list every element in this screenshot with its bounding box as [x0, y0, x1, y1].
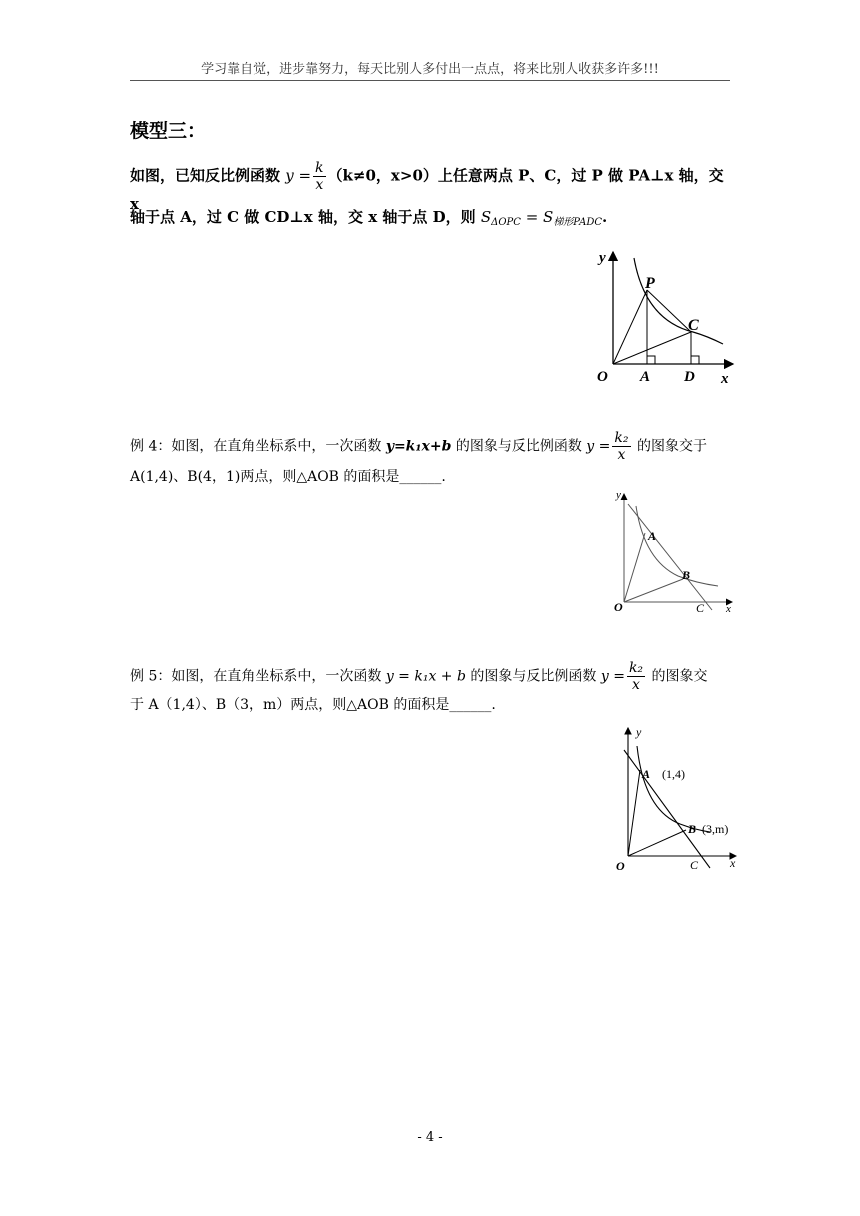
label-c: C	[690, 858, 699, 872]
label-o: O	[616, 859, 625, 873]
label-b: B	[688, 822, 697, 836]
area-left-subscript: ΔOPC	[491, 217, 521, 228]
model-text-b: （k≠0，x>0）上任意两点 P、C，过 P 做 PA⊥x 轴，交 x	[130, 166, 724, 213]
page-header: 学习靠自觉，进步靠努力，每天比别人多付出一点点，将来比别人收获多许多!!!	[201, 62, 659, 77]
label-c: C	[696, 601, 705, 615]
right-angle-a	[647, 356, 655, 364]
fraction-numerator: k₂	[628, 660, 644, 676]
model-line-1: 如图，已知反比例函数 y = $\frac{k}{x}$ （k≠0，x>0）上任意两点 P、C，过 P 做 PA⊥x 轴，交 x	[130, 160, 724, 213]
segment-oa	[628, 770, 640, 856]
label-o: O	[614, 600, 623, 614]
example5-linear-fn: y = k₁x + b	[385, 668, 466, 685]
label-a: A	[640, 369, 651, 385]
example5-figure	[604, 722, 744, 880]
label-b-coord: (3,m)	[702, 822, 729, 836]
label-b: B	[682, 568, 691, 582]
example4-line-2	[130, 466, 730, 488]
example5-text-b: 的图象与反比例函数	[465, 668, 601, 685]
segment-oc	[613, 332, 691, 364]
label-y: y	[616, 489, 621, 501]
example5-blank: ______	[449, 697, 492, 713]
header-rule	[130, 80, 730, 81]
hyperbola-curve	[636, 506, 718, 586]
example4-linear-fn: y=k₁x+b	[385, 438, 452, 455]
section-title: 模型三：	[130, 120, 207, 142]
segment-pc	[647, 290, 691, 332]
example5-line-2	[130, 694, 730, 716]
model-fraction	[313, 160, 325, 193]
area-right-subscript: 梯形PADC	[553, 217, 603, 228]
fraction-denominator: x	[617, 447, 626, 463]
model-text-a: 如图，已知反比例函数	[130, 166, 286, 185]
fraction-numerator: k₂	[614, 430, 629, 446]
label-o: O	[597, 369, 608, 385]
example4-end: .	[441, 469, 446, 485]
fraction-numerator: k	[315, 160, 324, 176]
model-text-c: 轴于点 A，过 C 做 CD⊥x 轴，交 x 轴于点 D，则	[130, 208, 481, 226]
segment-ob	[628, 830, 686, 856]
model-figure	[585, 248, 735, 388]
right-angle-d	[691, 356, 699, 364]
example4-line-1: 例 4：如图，在直角坐标系中，一次函数 y=k₁x+b 的图象与反比例函数 y = $\frac{\text{k₂}}{x}$ 的图象交于	[130, 430, 707, 463]
label-y: y	[599, 250, 606, 266]
line-ab	[628, 504, 712, 610]
hyperbola-curve	[637, 746, 710, 832]
label-a: A	[648, 529, 657, 543]
page-number: - 4 -	[417, 1130, 443, 1145]
label-c: C	[688, 317, 699, 334]
example5-question: 于 A（1,4）、B（3，m）两点，则△AOB 的面积是	[130, 697, 450, 713]
example4-text-c: 的图象交于	[632, 438, 707, 455]
label-x: x	[726, 603, 731, 615]
segment-ob	[624, 579, 683, 602]
example4-figure	[600, 488, 740, 616]
example4-fraction	[612, 430, 630, 463]
example4-text-a: 例 4：如图，在直角坐标系中，一次函数	[130, 438, 386, 455]
example5-text-a: 例 5：如图，在直角坐标系中，一次函数	[130, 668, 386, 685]
example5-line-1: 例 5：如图，在直角坐标系中，一次函数 y = k₁x + b 的图象与反比例函数 y = $\frac{\text{k₂}}{x}$ 的图象交	[130, 660, 708, 693]
fraction-denominator: x	[315, 177, 324, 193]
example4-question: A(1,4)、B(4，1)两点，则△AOB 的面积是	[130, 469, 400, 485]
label-d: D	[684, 369, 695, 385]
example4-text-b: 的图象与反比例函数	[451, 438, 587, 455]
example4-blank: ______	[399, 469, 442, 485]
segment-op	[613, 290, 647, 364]
label-a-coord: (1,4)	[662, 767, 685, 781]
label-x: x	[721, 371, 729, 387]
label-y: y	[636, 725, 642, 739]
example5-fraction	[627, 660, 645, 693]
label-p: P	[645, 275, 655, 292]
label-a: A	[642, 767, 651, 781]
label-x: x	[730, 856, 736, 870]
example5-end: .	[491, 697, 496, 713]
model-line-2: 轴于点 A，过 C 做 CD⊥x 轴，交 x 轴于点 D，则 $S_{\Delta OPC} = S_{梯形PADC}$.	[130, 208, 608, 228]
fraction-denominator: x	[632, 677, 640, 693]
segment-oa	[624, 533, 645, 602]
example5-text-c: 的图象交	[647, 668, 708, 685]
